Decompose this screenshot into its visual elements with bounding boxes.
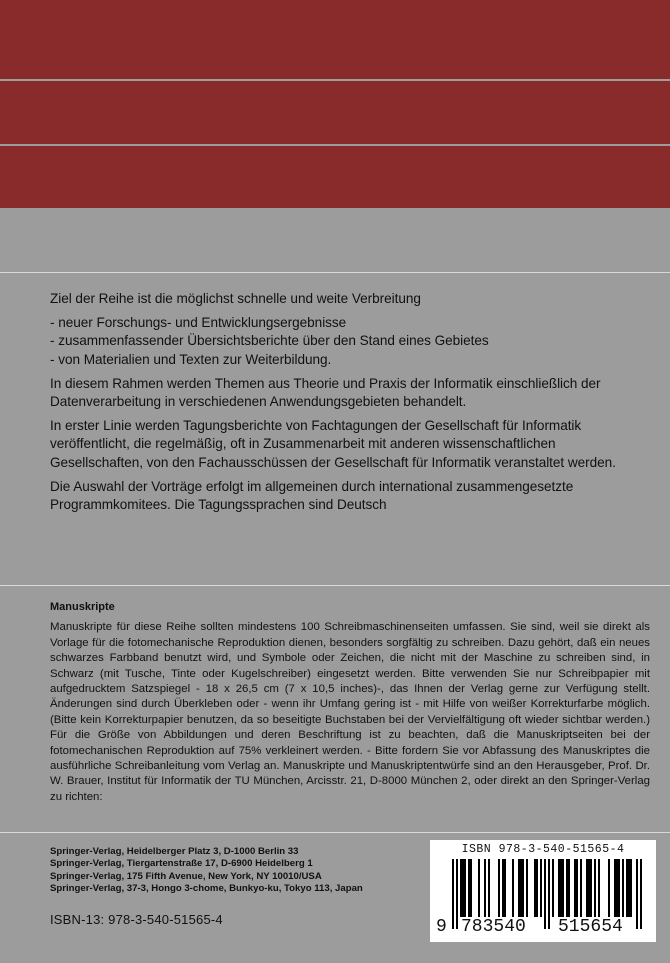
barcode-bar bbox=[560, 859, 562, 917]
barcode-bar bbox=[504, 859, 506, 917]
barcode-bar bbox=[512, 859, 514, 917]
barcode-bar bbox=[566, 859, 568, 917]
top-band-1 bbox=[0, 0, 670, 79]
barcode-bar bbox=[502, 859, 504, 917]
barcode-bar bbox=[462, 859, 464, 917]
address-line: Springer-Verlag, 37-3, Hongo 3-chome, Bunkyo-ku, Tokyo 113, Japan bbox=[50, 883, 363, 895]
barcode-isbn-text: ISBN 978-3-540-51565-4 bbox=[461, 843, 625, 856]
barcode-bar bbox=[598, 859, 600, 917]
top-band-3 bbox=[0, 146, 670, 208]
aims-paragraph: Die Auswahl der Vorträge erfolgt im allgemeinen durch international zusammengesetzte Programmkomitees. Die Tagungssprachen sind Deutsch bbox=[50, 478, 574, 513]
publisher-addresses bbox=[50, 846, 410, 896]
barcode-bar bbox=[484, 859, 486, 917]
barcode-bar bbox=[558, 859, 560, 917]
barcode-bar bbox=[626, 859, 628, 917]
aims-list-item: - zusammenfassender Übersichtsberichte über den Stand eines Gebietes bbox=[50, 333, 489, 349]
aims-paragraph: In diesem Rahmen werden Themen aus Theorie und Praxis der Informatik einschließlich der Datenverarbeitung in verschiedenen Anwendungsgebieten behandelt. bbox=[50, 375, 601, 410]
barcode-bar bbox=[534, 859, 536, 917]
barcode-bar bbox=[460, 859, 462, 917]
barcode-bar bbox=[588, 859, 590, 917]
barcode-bar bbox=[470, 859, 472, 917]
series-aims bbox=[50, 290, 650, 520]
barcode-bar bbox=[552, 859, 554, 917]
address-line: Springer-Verlag, 175 Fifth Avenue, New York, NY 10010/USA bbox=[50, 870, 322, 882]
barcode-digit-right: 515654 bbox=[558, 917, 623, 937]
isbn-13: ISBN-13: 978-3-540-51565-4 bbox=[50, 912, 223, 927]
barcode-digit-lead: 9 bbox=[436, 917, 447, 937]
barcode-bar bbox=[568, 859, 570, 917]
barcode-bar bbox=[574, 859, 576, 917]
barcode-bar bbox=[562, 859, 564, 917]
manuscripts-heading: Manuskripte bbox=[50, 601, 115, 613]
divider-line bbox=[0, 272, 670, 273]
barcode-bar bbox=[580, 859, 582, 917]
barcode-bar bbox=[608, 859, 610, 917]
barcode-bar bbox=[464, 859, 466, 917]
aims-list bbox=[50, 314, 650, 369]
barcode bbox=[430, 840, 656, 942]
barcode-bar bbox=[616, 859, 618, 917]
aims-paragraph: In erster Linie werden Tagungsberichte von Fachtagungen der Gesellschaft für Informatik veröffentlicht, die regelmäßig, oft in Zusammenarbeit mit anderen wissenschaftlichen Gesellschaften, von den Fachausschüssen der Gesellschaft für Informatik veranstaltet werden. bbox=[50, 418, 616, 470]
divider-line bbox=[0, 832, 670, 833]
barcode-bar bbox=[468, 859, 470, 917]
aims-intro: Ziel der Reihe ist die möglichst schnelle und weite Verbreitung bbox=[50, 291, 421, 306]
barcode-bar bbox=[576, 859, 578, 917]
address-line: Springer-Verlag, Heidelberger Platz 3, D-1000 Berlin 33 bbox=[50, 846, 299, 857]
barcode-bar bbox=[630, 859, 632, 917]
barcode-bar bbox=[590, 859, 592, 917]
barcode-bar bbox=[522, 859, 524, 917]
barcode-bar bbox=[586, 859, 588, 917]
barcode-bar bbox=[628, 859, 630, 917]
barcode-bar bbox=[498, 859, 500, 917]
barcode-digits bbox=[430, 916, 656, 938]
barcode-bar bbox=[540, 859, 542, 917]
barcode-bar bbox=[520, 859, 522, 917]
divider-line bbox=[0, 585, 670, 586]
barcode-bar bbox=[518, 859, 520, 917]
barcode-bar bbox=[594, 859, 596, 917]
barcode-bar bbox=[618, 859, 620, 917]
barcode-digit-left: 783540 bbox=[461, 917, 526, 937]
aims-list-item: - neuer Forschungs- und Entwicklungsergebnisse bbox=[50, 315, 347, 331]
top-band-2 bbox=[0, 81, 670, 144]
manuscripts-section bbox=[50, 600, 650, 805]
aims-list-item: - von Materialien und Texten zur Weiterbildung. bbox=[50, 351, 332, 367]
barcode-bar bbox=[536, 859, 538, 917]
barcode-bar bbox=[526, 859, 528, 917]
manuscripts-body: Manuskripte für diese Reihe sollten mindestens 100 Schreibmaschinenseiten umfassen. Sie sind, weil sie direkt als Vorlage für die fotomechanische Reproduktion dienen, besonders sorgfältig zu schreiben. Dazu gehört, daß ein neues schwarzes Farbband benutzt wird, und Symbole oder Zeichen, die nicht mit der Maschine zu schreiben sind, in Schwarz (mit Tusche, Tinte oder Kugelschreiber) eingesetzt werden. Bitte verwenden Sie nur Schreibpapier mit aufgedrucktem Satzspiegel - 18 x 26,5 cm (7 x 10,5 inches)-, das Ihnen der Verlag gerne zur Verfügung stellt. Änderungen sind durch Überkleben oder - wenn ihr Umfang gering ist - mit Hilfe von weißer Korrekturfarbe möglich. (Bitte kein Korrekturpapier benutzen, da so beseitigte Buchstaben bei der Vervielfältigung oft wieder sichtbar werden.) Für die Größe von Abbildungen und deren Beschriftung ist zu beachten, daß die Manuskriptseiten bei der fotomechanischen Reproduktion auf 75% verkleinert werden. - Bitte fordern Sie vor Abfassung des Manuskriptes die ausführliche Schreibanleitung vom Verlag an. Manuskripte und Manuskriptentwürfe sind an den Herausgeber, Prof. Dr. W. Brauer, Institut für Informatik der TU München, Arcisstr. 21, D-8000 München 2, oder direkt an den Springer-Verlag zu richten: bbox=[50, 621, 650, 803]
barcode-bar bbox=[622, 859, 624, 917]
barcode-bar bbox=[478, 859, 480, 917]
barcode-bar bbox=[488, 859, 490, 917]
address-line: Springer-Verlag, Tiergartenstraße 17, D-6900 Heidelberg 1 bbox=[50, 858, 313, 870]
barcode-bar bbox=[614, 859, 616, 917]
